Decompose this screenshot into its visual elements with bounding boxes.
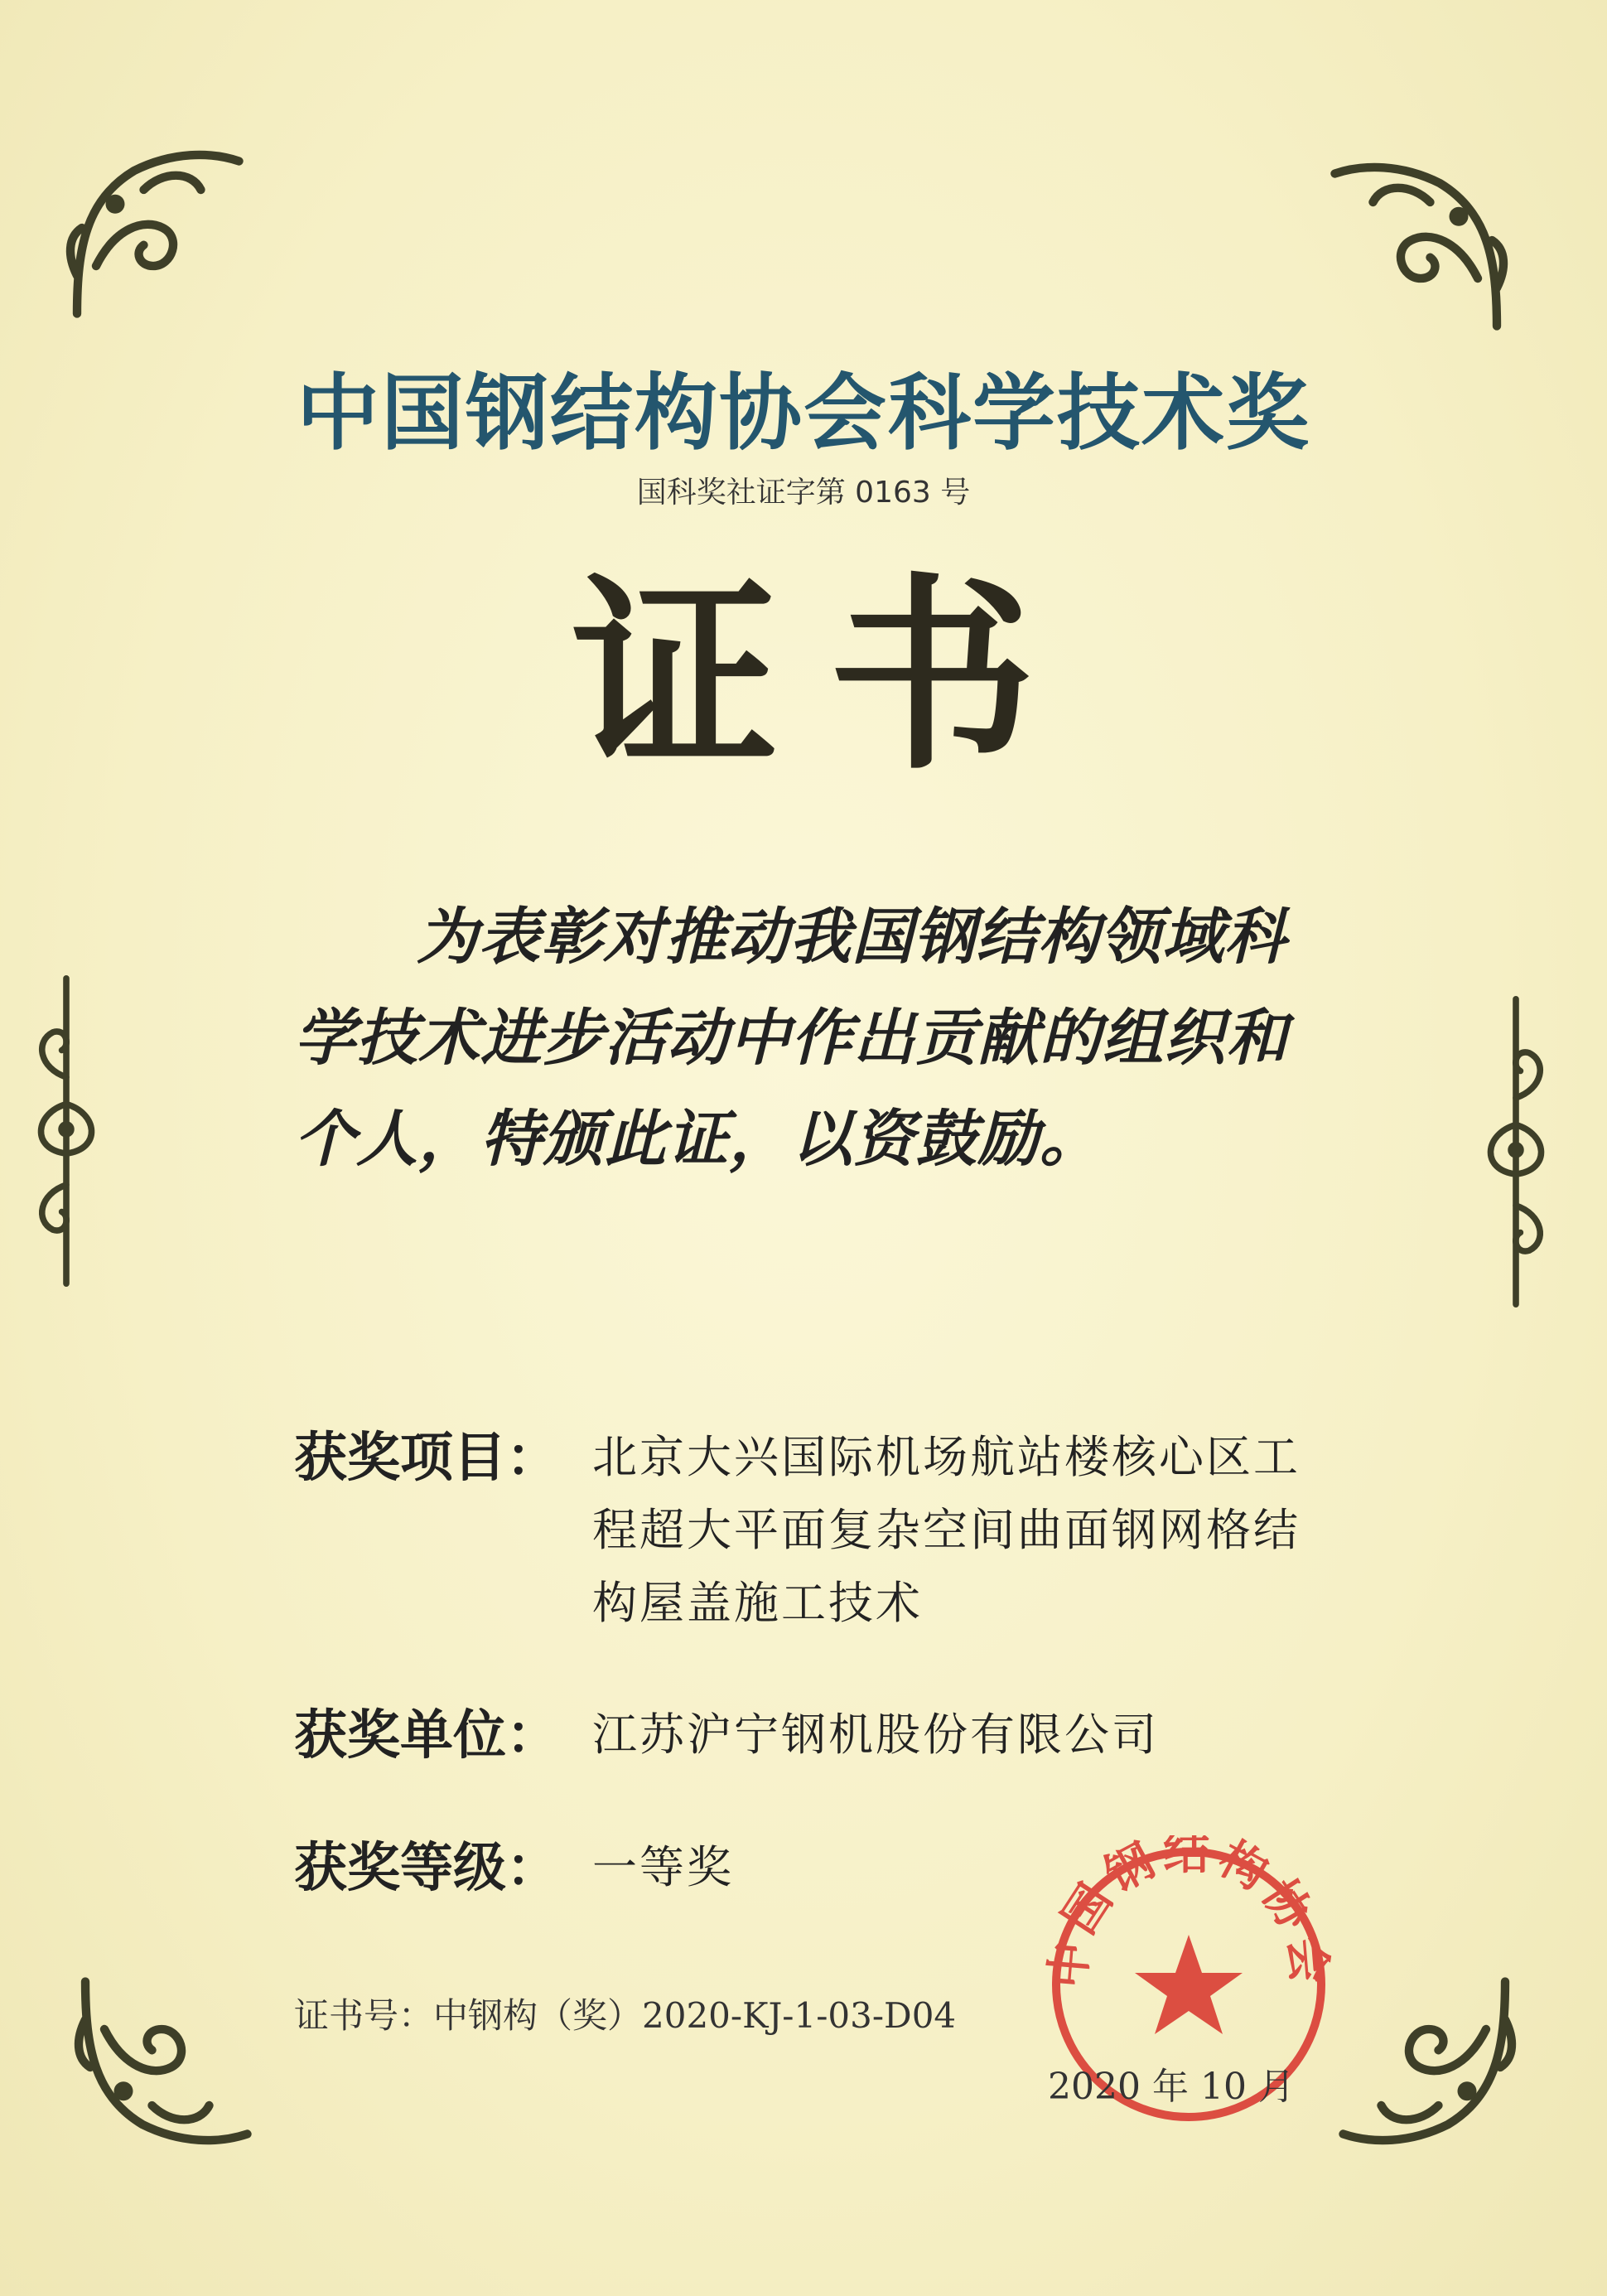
seal-text: 中国钢结构协会 (1040, 1835, 1337, 1990)
corner-ornament-top-left-icon (58, 133, 249, 323)
certificate-number: 证书号：中钢构（奖）2020-KJ-1-03-D04 (294, 1995, 957, 2036)
corner-ornament-top-right-icon (1325, 145, 1516, 336)
level-value: 一等奖 (592, 1841, 734, 1893)
unit-label: 获奖单位： (294, 1705, 559, 1767)
award-level-row (294, 1831, 734, 1906)
corner-ornament-bottom-left-icon (66, 1972, 257, 2163)
award-unit-row (294, 1699, 1159, 1773)
registration-number: 国科奖社证字第 0163 号 (636, 476, 971, 510)
project-value: 北京大兴国际机场航站楼核心区工程超大平面复杂空间曲面钢网格结构屋盖施工技术 (592, 1431, 1301, 1629)
project-label: 获奖项目： (294, 1428, 559, 1489)
certificate-heading: 证书 (572, 553, 1085, 797)
corner-ornament-bottom-right-icon (1334, 1972, 1524, 2163)
unit-value: 江苏沪宁钢机股份有限公司 (592, 1709, 1159, 1761)
citation-text: 为表彰对推动我国钢结构领域科学技术进步活动中作出贡献的组织和个人，特颁此证，以资鼓励。 (294, 901, 1288, 1175)
issue-date: 2020 年 10 月 (1048, 2066, 1295, 2108)
side-ornament-right-icon (1470, 990, 1561, 1313)
award-project-row (294, 1421, 1321, 1640)
side-ornament-left-icon (21, 969, 112, 1293)
award-title: 中国钢结构协会科学技术奖 (297, 365, 1310, 462)
level-label: 获奖等级： (294, 1838, 559, 1899)
